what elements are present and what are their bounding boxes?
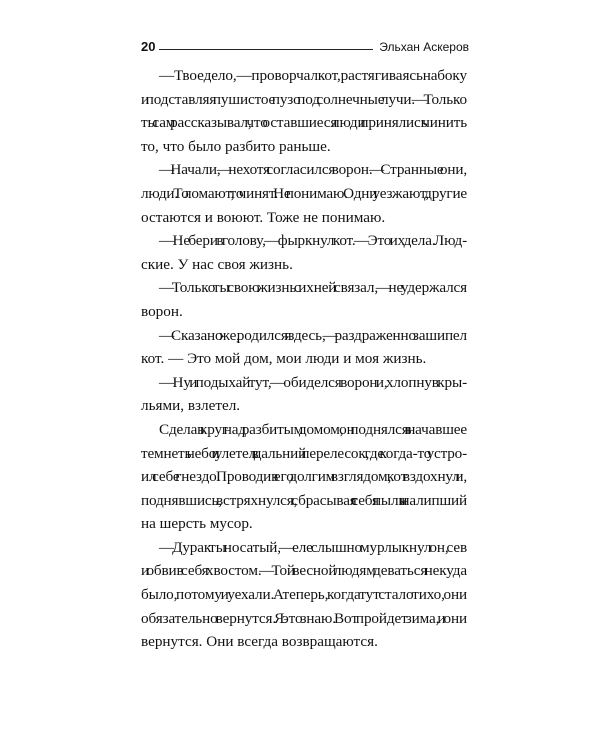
paragraph bbox=[141, 371, 467, 418]
page-number: 20 bbox=[141, 39, 156, 54]
body-text bbox=[141, 64, 467, 654]
text-line: — Дурак ты носатый, — еле слышно мурлыкнул он, сев bbox=[159, 538, 467, 556]
text-line: — Твое дело, — проворчал кот, растягиваясь на боку bbox=[159, 67, 467, 84]
text-line: — Начали, — нехотя согласился ворон. — Странные они, bbox=[159, 161, 467, 179]
text-line: ил себе гнездо. Проводив его долгим взглядом, кот вздохнул и, bbox=[141, 468, 467, 486]
text-line: на шерсть мусор. bbox=[141, 515, 253, 533]
paragraph bbox=[141, 536, 467, 654]
paragraph bbox=[141, 276, 467, 323]
text-line: обязательно вернутся. Я это знаю. Вот пройдет зима, и они bbox=[141, 609, 467, 627]
text-line: то, что было разбито раньше. bbox=[141, 137, 331, 155]
paragraph bbox=[141, 64, 467, 158]
text-line: Сделав круг над разбитым домом, он поднялся в начавшее bbox=[159, 420, 467, 438]
text-line: кот. — Это мой дом, мои люди и моя жизнь. bbox=[141, 350, 427, 368]
header-rule bbox=[159, 49, 373, 50]
text-line: темнеть небо и улетел в дальний перелесок, где когда-то устро- bbox=[141, 444, 467, 462]
text-line: ты сам рассказывал, что оставшиеся люди принялись чинить bbox=[141, 114, 467, 132]
text-line: — Только ты свою жизнь с ихней связал, — не удержался bbox=[159, 279, 467, 297]
text-line: вернутся. Они всегда возвращаются. bbox=[141, 633, 378, 651]
text-line: и обвив себя хвостом. — Той весной людям деваться некуда bbox=[141, 562, 467, 580]
text-line: льями, взлетел. bbox=[141, 397, 241, 415]
paragraph bbox=[141, 158, 467, 229]
text-line: было, потому и уехали. А теперь, когда тут стало тихо, они bbox=[141, 586, 467, 604]
text-line: поднявшись, встряхнулся, сбрасывая с себя пыль и налипший bbox=[141, 491, 467, 509]
paragraph bbox=[141, 418, 467, 536]
paragraph bbox=[141, 229, 467, 276]
author-name: Эльхан Аскеров bbox=[379, 40, 469, 54]
text-line: — Не бери в голову, — фыркнул кот. — Это их дела. Люд- bbox=[159, 232, 467, 250]
text-line: — Ну и подыхай тут, — обиделся ворон и, хлопнув кры- bbox=[159, 373, 467, 391]
paragraph bbox=[141, 324, 467, 371]
text-line: ворон. bbox=[141, 302, 183, 320]
text-line: остаются и воюют. Тоже не понимаю. bbox=[141, 208, 386, 226]
running-head bbox=[141, 34, 469, 54]
text-line: — Сказано же, родился я здесь, — раздраженно зашипел bbox=[159, 326, 467, 344]
text-line: ские. У нас своя жизнь. bbox=[141, 255, 293, 273]
text-line: люди. То ломают, то чинят. Не понимаю. Одни уезжают, другие bbox=[141, 184, 467, 202]
text-line: и подставляя пушистое пузо под солнечные лучи. — Только bbox=[141, 90, 467, 108]
